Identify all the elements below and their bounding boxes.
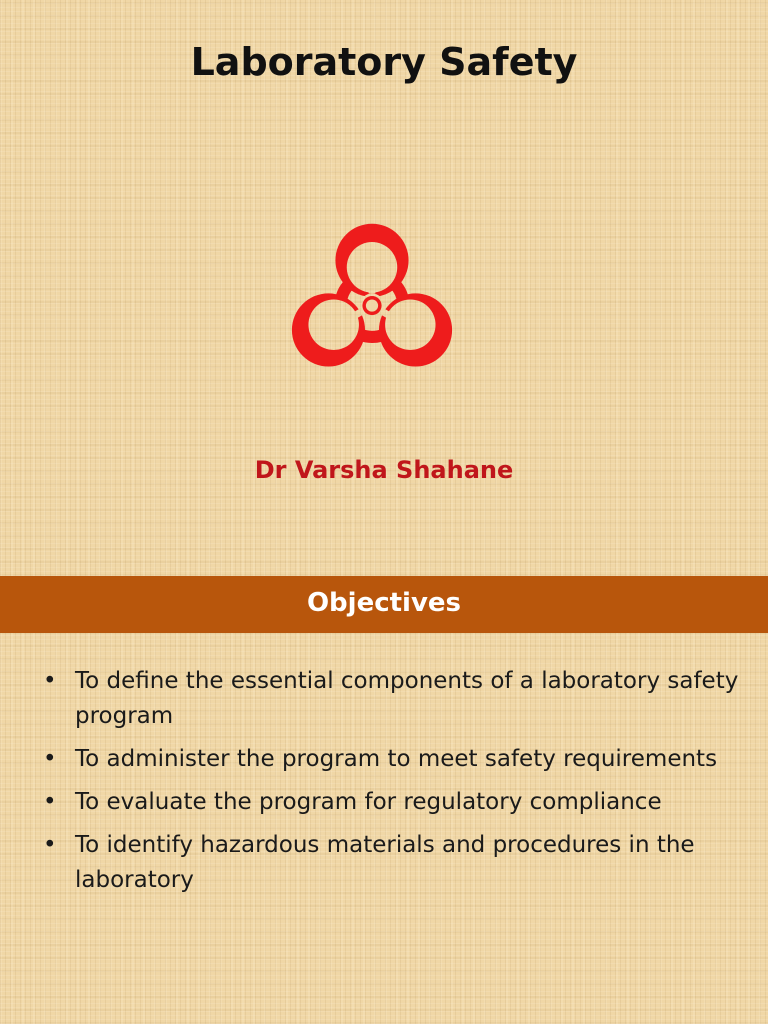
- bullet-icon: •: [43, 789, 57, 815]
- list-item: [40, 828, 740, 898]
- author-name: Dr Varsha Shahane: [254, 456, 514, 484]
- bullet-text: To evaluate the program for regulatory compliance: [75, 789, 662, 815]
- bullet-icon: •: [43, 746, 57, 772]
- bullet-icon: •: [43, 832, 57, 858]
- biohazard-icon: [284, 222, 460, 370]
- bullet-text: To identify hazardous materials and procedures in the laboratory: [75, 832, 695, 893]
- bullet-icon: •: [43, 668, 57, 694]
- list-item: [40, 742, 740, 777]
- objectives-slide: [0, 576, 768, 1024]
- list-item: [40, 785, 740, 820]
- slide-title: Laboratory Safety: [190, 40, 578, 84]
- bullet-text: To administer the program to meet safety requirements: [75, 746, 718, 772]
- list-item: [40, 664, 740, 734]
- objectives-list: [40, 664, 740, 906]
- bullet-text: To define the essential components of a laboratory safety program: [75, 668, 739, 729]
- objectives-heading: Objectives: [306, 588, 462, 618]
